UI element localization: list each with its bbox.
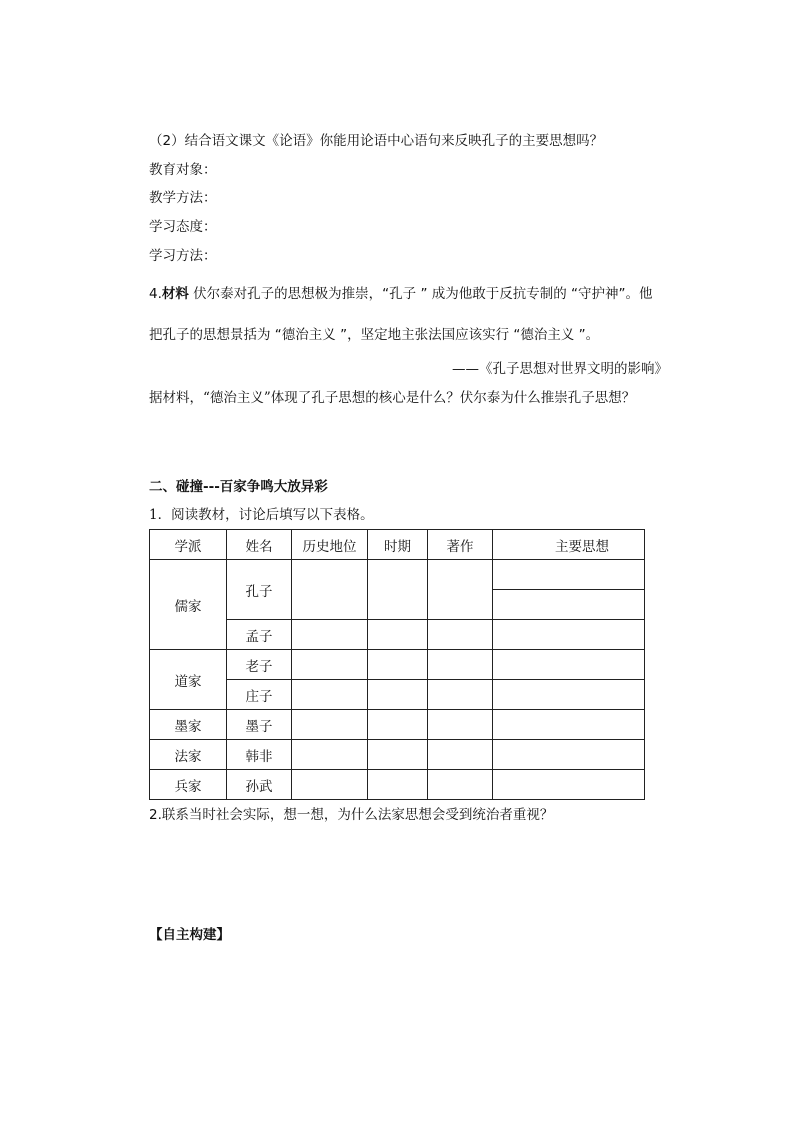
school-cell: 法家 xyxy=(150,740,227,770)
table-row xyxy=(150,650,645,680)
school-cell: 儒家 xyxy=(150,560,227,650)
header-name: 姓名 xyxy=(227,530,292,560)
blank-cell[interactable] xyxy=(493,770,645,800)
field-education-target: 教育对象： xyxy=(149,162,217,178)
name-cell: 孟子 xyxy=(227,620,292,650)
blank-cell[interactable] xyxy=(368,710,428,740)
self-build-heading: 【自主构建】 xyxy=(149,927,230,943)
field-learning-method: 学习方法： xyxy=(149,248,217,264)
blank-cell[interactable] xyxy=(292,710,368,740)
field-teaching-method: 教学方法： xyxy=(149,190,217,206)
q4-source: ——《孔子思想对世界文明的影响》 xyxy=(452,361,668,377)
blank-cell[interactable] xyxy=(428,650,493,680)
school-cell: 道家 xyxy=(150,650,227,710)
header-works: 著作 xyxy=(428,530,493,560)
blank-cell[interactable] xyxy=(292,620,368,650)
section2-task1: 1．阅读教材，讨论后填写以下表格。 xyxy=(149,507,374,523)
q4-material-line2: 把孔子的思想景括为 “德治主义 ”，坚定地主张法国应该实行 “德治主义 ”。 xyxy=(149,327,600,343)
q4-line1-text: 伏尔泰对孔子的思想极为推崇，“孔子 ” 成为他敢于反抗专制的 “守护神”。他 xyxy=(188,286,653,302)
table-row xyxy=(150,740,645,770)
blank-cell[interactable] xyxy=(493,740,645,770)
blank-cell[interactable] xyxy=(428,620,493,650)
header-main-ideas: 主要思想 xyxy=(493,530,645,560)
blank-cell[interactable] xyxy=(368,650,428,680)
blank-cell[interactable] xyxy=(292,680,368,710)
hundred-schools-table xyxy=(149,529,645,800)
header-school: 学派 xyxy=(150,530,227,560)
q4-material-label: 材料 xyxy=(161,286,189,302)
school-cell: 墨家 xyxy=(150,710,227,740)
q4-material-line1 xyxy=(149,284,653,304)
blank-cell[interactable] xyxy=(368,620,428,650)
table-row xyxy=(150,560,645,590)
blank-cell[interactable] xyxy=(493,650,645,680)
blank-cell[interactable] xyxy=(428,740,493,770)
name-cell: 老子 xyxy=(227,650,292,680)
blank-cell[interactable] xyxy=(428,710,493,740)
blank-cell[interactable] xyxy=(493,710,645,740)
section2-task2: 2.联系当时社会实际，想一想，为什么法家思想会受到统治者重视？ xyxy=(149,807,554,823)
blank-cell[interactable] xyxy=(368,680,428,710)
q4-question: 据材料，“德治主义”体现了孔子思想的核心是什么？伏尔泰为什么推崇孔子思想？ xyxy=(149,390,636,406)
school-cell: 兵家 xyxy=(150,770,227,800)
header-period: 时期 xyxy=(368,530,428,560)
blank-cell[interactable] xyxy=(368,560,428,620)
table-header-row xyxy=(150,530,645,560)
table-row xyxy=(150,770,645,800)
blank-cell[interactable] xyxy=(493,620,645,650)
blank-cell[interactable] xyxy=(493,560,645,590)
blank-cell[interactable] xyxy=(493,680,645,710)
field-learning-attitude: 学习态度： xyxy=(149,219,217,235)
blank-cell[interactable] xyxy=(428,560,493,620)
blank-cell[interactable] xyxy=(493,590,645,620)
name-cell: 孔子 xyxy=(227,560,292,620)
table-row xyxy=(150,710,645,740)
q2-prompt: （2）结合语文课文《论语》你能用论语中心语句来反映孔子的主要思想吗？ xyxy=(149,133,604,149)
name-cell: 孙武 xyxy=(227,770,292,800)
blank-cell[interactable] xyxy=(428,680,493,710)
section2-heading: 二、碰撞---百家争鸣大放异彩 xyxy=(149,479,328,495)
blank-cell[interactable] xyxy=(292,770,368,800)
blank-cell[interactable] xyxy=(368,740,428,770)
blank-cell[interactable] xyxy=(292,740,368,770)
name-cell: 墨子 xyxy=(227,710,292,740)
header-historical-status: 历史地位 xyxy=(292,530,368,560)
blank-cell[interactable] xyxy=(368,770,428,800)
blank-cell[interactable] xyxy=(292,560,368,620)
blank-cell[interactable] xyxy=(428,770,493,800)
name-cell: 庄子 xyxy=(227,680,292,710)
q4-number: 4. xyxy=(149,286,162,302)
name-cell: 韩非 xyxy=(227,740,292,770)
blank-cell[interactable] xyxy=(292,650,368,680)
